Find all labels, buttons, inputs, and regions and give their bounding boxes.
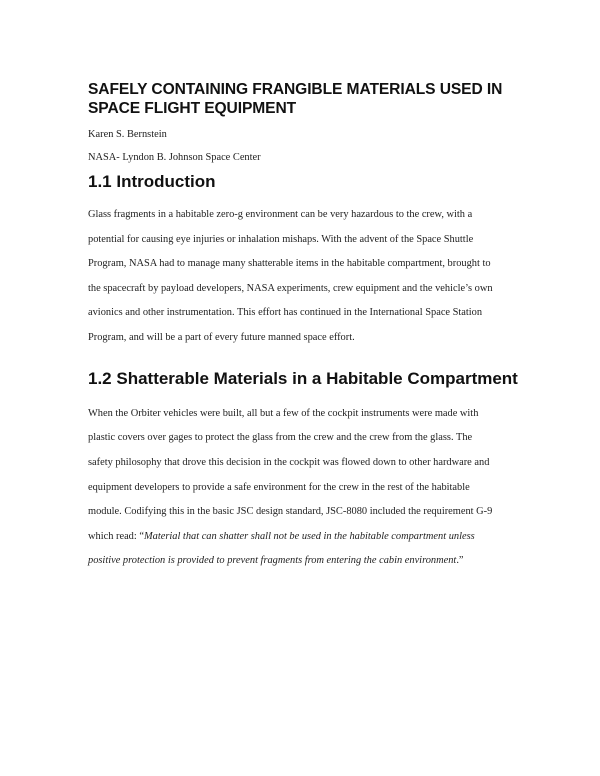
- section-heading-introduction: 1.1 Introduction: [88, 172, 216, 191]
- paragraph-line: When the Orbiter vehicles were built, all but a few of the cockpit instruments were made with: [88, 408, 479, 419]
- author-name: Karen S. Bernstein: [88, 129, 167, 140]
- paragraph-line: Glass fragments in a habitable zero-g environment can be very hazardous to the crew, with a: [88, 209, 473, 220]
- quote-text: Material that can shatter shall not be used in the habitable compartment unless: [143, 531, 475, 542]
- paragraph-line: [88, 530, 475, 543]
- section-heading-shatterable-materials: 1.2 Shatterable Materials in a Habitable Compartment: [88, 369, 518, 388]
- paragraph-line: Program, NASA had to manage many shatterable items in the habitable compartment, brought to: [88, 258, 491, 269]
- paragraph-line: plastic covers over gages to protect the glass from the crew and the crew from the glass. The: [88, 432, 473, 443]
- paragraph-line: safety philosophy that drove this decision in the cockpit was flowed down to other hardware and: [88, 457, 490, 468]
- document-title: SAFELY CONTAINING FRANGIBLE MATERIALS USED IN SPACE FLIGHT EQUIPMENT: [88, 81, 503, 117]
- paragraph-line: avionics and other instrumentation. This effort has continued in the International Space Station: [88, 307, 483, 318]
- paragraph-line: equipment developers to provide a safe environment for the crew in the rest of the habitable: [88, 482, 470, 493]
- quote-lead: which read: “: [88, 531, 144, 542]
- quote-text: positive protection is provided to prevent fragments from entering the cabin environment: [88, 555, 457, 566]
- paragraph-line: the spacecraft by payload developers, NASA experiments, crew equipment and the vehicle’s own: [88, 283, 493, 294]
- author-affiliation: NASA- Lyndon B. Johnson Space Center: [88, 152, 261, 163]
- paragraph-line: [88, 554, 464, 567]
- paragraph-line: Program, and will be a part of every future manned space effort.: [88, 332, 355, 343]
- paragraph-line: potential for causing eye injuries or inhalation mishaps. With the advent of the Space Shuttle: [88, 234, 474, 245]
- quote-end: .”: [456, 555, 464, 566]
- paragraph-line: module. Codifying this in the basic JSC design standard, JSC-8080 included the requirement G-9: [88, 506, 493, 517]
